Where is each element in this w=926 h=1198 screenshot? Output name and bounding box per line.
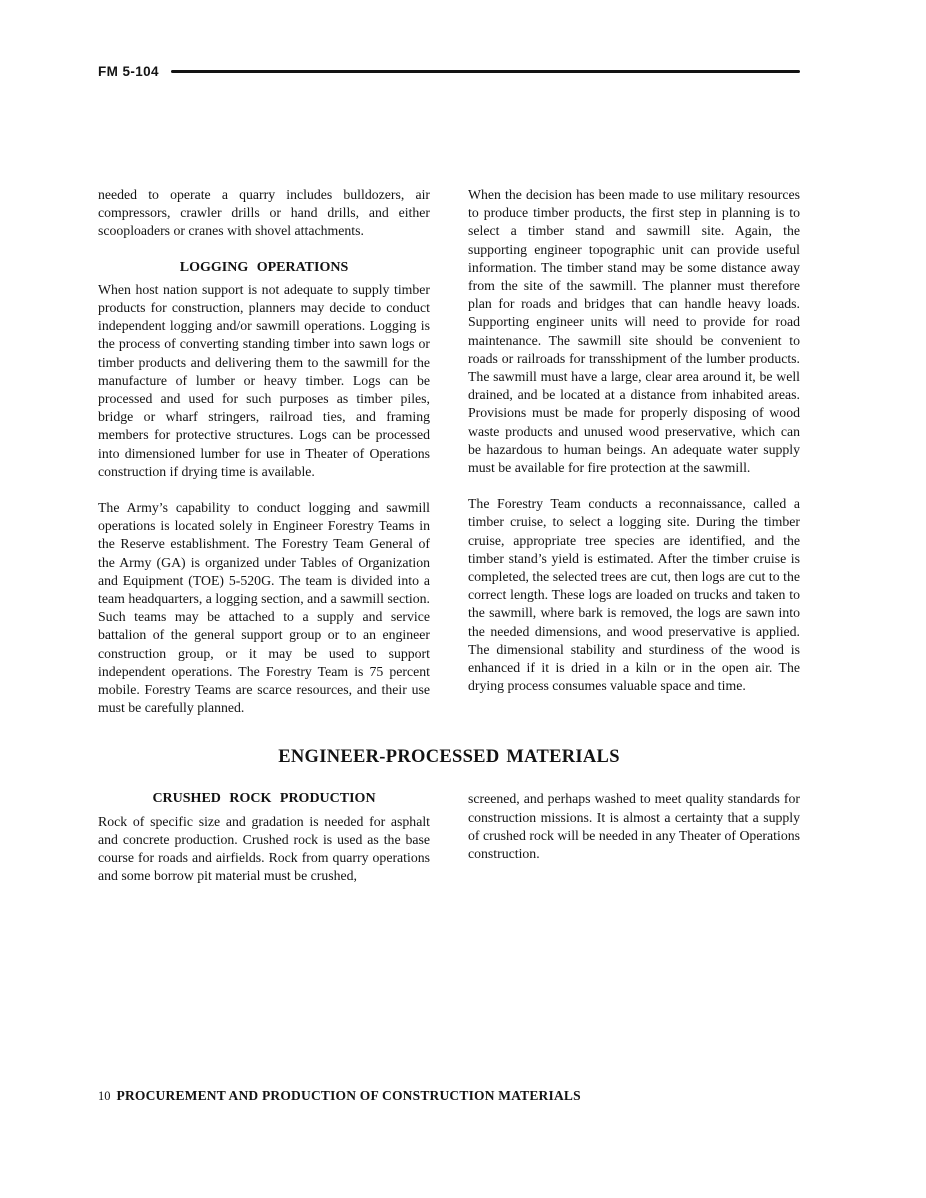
paragraph: The Army’s capability to conduct logging and sawmill operations is located solely in Engineer Forestry Teams in the Reserve establishment. The Forestry Team General of the Army (GA) is organized under Tables of Organization and Equipment (TOE) 5-520G. The team is divided into a team headquarters, a logging section, and a sawmill section. Such teams may be attached to a supply and service battalion of the general support group or to an engineer construction group, or it may be used to support independent operations. The Forestry Team is 75 percent mobile. Forestry Teams are scarce resources, and their use must be carefully planned. (98, 500, 430, 716)
main-content (98, 186, 800, 886)
engineer-processed-materials-heading: ENGINEER-PROCESSED MATERIALS (278, 747, 620, 768)
footer-title: PROCUREMENT AND PRODUCTION OF CONSTRUCTION MATERIALS (116, 1088, 581, 1103)
paragraph: needed to operate a quarry includes bulldozers, air compressors, crawler drills or hand drills, and either scooploaders or cranes with shovel attachments. (98, 187, 430, 239)
logging-operations-heading: LOGGING OPERATIONS (179, 259, 349, 275)
header-rule (171, 70, 800, 73)
left-column (98, 790, 430, 885)
paragraph: screened, and perhaps washed to meet quality standards for construction missions. It is almost a certainty that a supply of crushed rock will be needed in any Theater of Operations construction. (468, 791, 800, 862)
doc-id: FM 5-104 (98, 63, 159, 79)
paragraph: The Forestry Team conducts a reconnaissance, called a timber cruise, to select a logging site. During the timber cruise, appropriate tree species are identified, and the timber stand’s yield is estimated. After the timber cruise is completed, the selected trees are cut, then logs are cut to the correct length. These logs are loaded on trucks and taken to the sawmill, where bark is removed, the logs are sawn into the needed dimensions, and wood preservative is applied. The dimensional stability and sturdiness of the wood is enhanced if it is dried in a kiln or in the open air. The drying process consumes valuable space and time. (468, 496, 800, 694)
paragraph: When the decision has been made to use military resources to produce timber products, the first step in planning is to select a timber stand and sawmill site. Again, the supporting engineer topographic unit can provide useful information. The timber stand may be some distance away from the site of the sawmill. The planner must therefore plan for roads and bridges that can handle heavy loads. Supporting engineer units will need to provide for road maintenance. The sawmill site should be convenient to roads or railroads for transshipment of the lumber products. The sawmill must have a large, clear area around it, be well drained, and be located at a distance from inhabited areas. Provisions must be made for properly disposing of wood waste products and unused wood preservative, which can be hazardous to human beings. An adequate water supply must be available for fire protection at the sawmill. (468, 187, 800, 476)
page-footer (98, 1087, 800, 1105)
right-column (468, 790, 800, 885)
page-number: 10 (98, 1089, 111, 1103)
page-header (98, 62, 800, 80)
right-column (468, 186, 800, 717)
left-column (98, 186, 430, 717)
paragraph: When host nation support is not adequate to supply timber products for construction, planners may decide to conduct independent logging and/or sawmill operations. Logging is the process of converting standing timber into sawn logs or timber products and delivering them to the sawmill for the manufacture of lumber or heavy timber. Logs can be processed and used for such purposes as timber piles, bridge or wharf stringers, railroad ties, and framing members for protective structures. Logs can be processed into dimensioned lumber for use in Theater of Operations construction if drying time is available. (98, 281, 430, 479)
crushed-rock-section (98, 790, 800, 885)
crushed-rock-production-heading: CRUSHED ROCK PRODUCTION (152, 791, 376, 807)
paragraph: Rock of specific size and gradation is needed for asphalt and concrete production. Crushed rock is used as the base course for roads and airfields. Rock from quarry operations and some borrow pit material must be crushed, (98, 813, 430, 884)
logging-section (98, 186, 800, 717)
